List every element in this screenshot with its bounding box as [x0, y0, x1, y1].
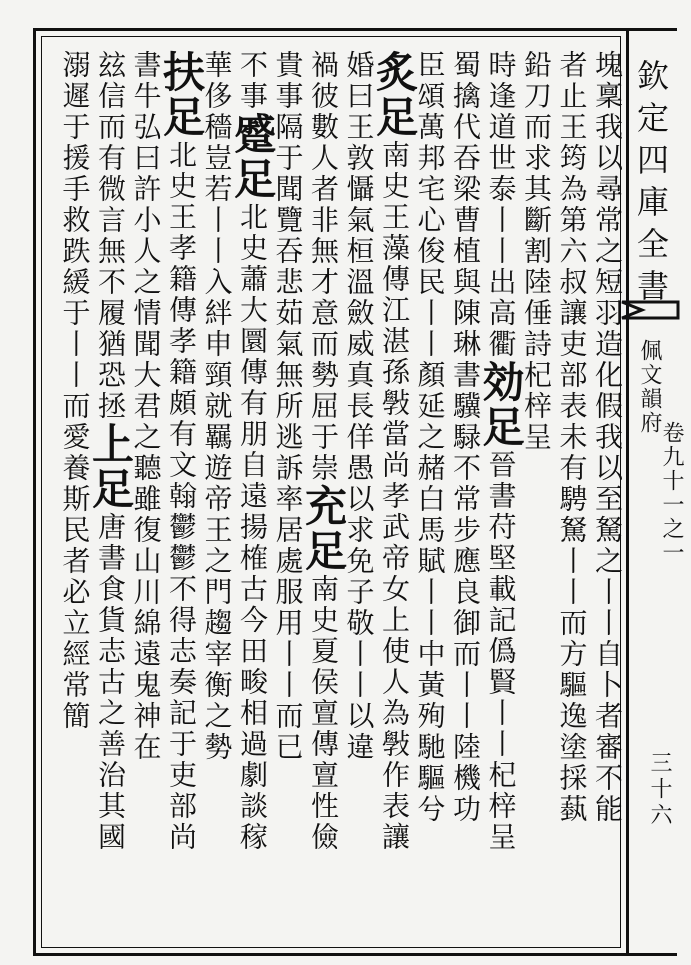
column-text: 南史夏侯亶傳亶性儉 [307, 574, 340, 853]
text-column [370, 50, 419, 853]
column-text: 北史蕭大圜傳有朋自遠揚榷古今田畯相過劇談稼 [236, 202, 269, 853]
entry-heading: 蹙足 [228, 112, 277, 202]
column-text: 貴事隔于聞覽吞悲茹氣無所逃訴 [271, 50, 305, 484]
page-number: 三十六 [647, 751, 672, 829]
column-text: 玆信而有微言無不履猶恐拯 [94, 50, 127, 422]
column-text: 婚曰王敦懾氣桓溫斂威真長佯愚以求免子敬丨丨以違 [342, 50, 376, 763]
text-column [200, 50, 234, 763]
column-text: 蜀擒代吞梁曹植與陳琳書驥騄不常步應良御而丨丨陸機功 [449, 50, 482, 825]
column-text: 而愛養斯民者必立經常簡 [58, 391, 92, 732]
column-text: 華侈 [200, 50, 234, 112]
text-column [342, 50, 376, 763]
text-column [590, 50, 624, 825]
column-text: 書牛弘曰許小人之情聞大君之聽雖復山川綿遠鬼神在 [129, 50, 163, 763]
column-text: 鉛刀而求其斷割陸倕詩 [520, 50, 553, 360]
column-text: 穡豈若丨丨入絆申頸就羈遊帝王之門趨宰衡之勢 [200, 112, 234, 763]
fishtail-divider [620, 298, 680, 322]
entry-heading: 充足 [299, 484, 348, 574]
text-column [555, 50, 589, 825]
column-text: 率居處服用丨丨而已 [271, 484, 305, 763]
column-text: 臣頌萬邦宅心俊民丨丨顏延之赭白馬賦丨丨中黃殉馳驅兮 [413, 50, 447, 825]
text-column [299, 50, 348, 853]
book-subtitle-a: 佩文韻府 [637, 339, 662, 435]
column-text: 時逢道世泰丨丨出高衢 [484, 50, 518, 360]
text-column [157, 50, 206, 853]
entry-heading: 効足 [476, 360, 526, 450]
column-text: 不事 [236, 50, 269, 112]
column-text: 禍彼數人者非無才意而勢屈于崇 [307, 50, 340, 484]
text-column [129, 50, 163, 763]
volume-label: 卷九十一之一 [659, 421, 684, 565]
column-text: 塊稟我以尋常之短羽造化假我以至駑之丨丨自卜者審不能 [591, 50, 624, 825]
text-column [228, 50, 277, 853]
text-column [448, 50, 482, 825]
column-text: 南史王藻傳江湛孫斅當尚孝武帝女上使人為斅作表讓 [378, 140, 411, 853]
column-text: 北史王孝籍傳孝籍頗有文翰鬱鬱不得志奏記于吏部尚 [165, 140, 198, 853]
text-column [58, 50, 92, 732]
column-text: 晉書苻堅載記僞賢丨丨杞梓呈 [484, 450, 518, 853]
book-title: 欽定四庫全書 [632, 59, 670, 311]
entry-heading: 炙足 [370, 50, 419, 140]
column-text: 者止王筠為第六叔讓吏部表未有騁駑丨丨而方驅逸塗採蓺 [555, 50, 589, 825]
text-column [86, 50, 135, 853]
text-column [413, 50, 447, 825]
column-text: 唐書食貨志古之善治其國 [94, 512, 127, 853]
entry-heading: 上足 [86, 422, 135, 512]
column-text: 杞梓呈 [520, 360, 553, 453]
text-column [476, 50, 526, 853]
header-strip [629, 28, 684, 956]
entry-heading: 扶足 [157, 50, 206, 140]
column-text: 溺遲于援手救跌緩于丨丨 [58, 50, 92, 391]
